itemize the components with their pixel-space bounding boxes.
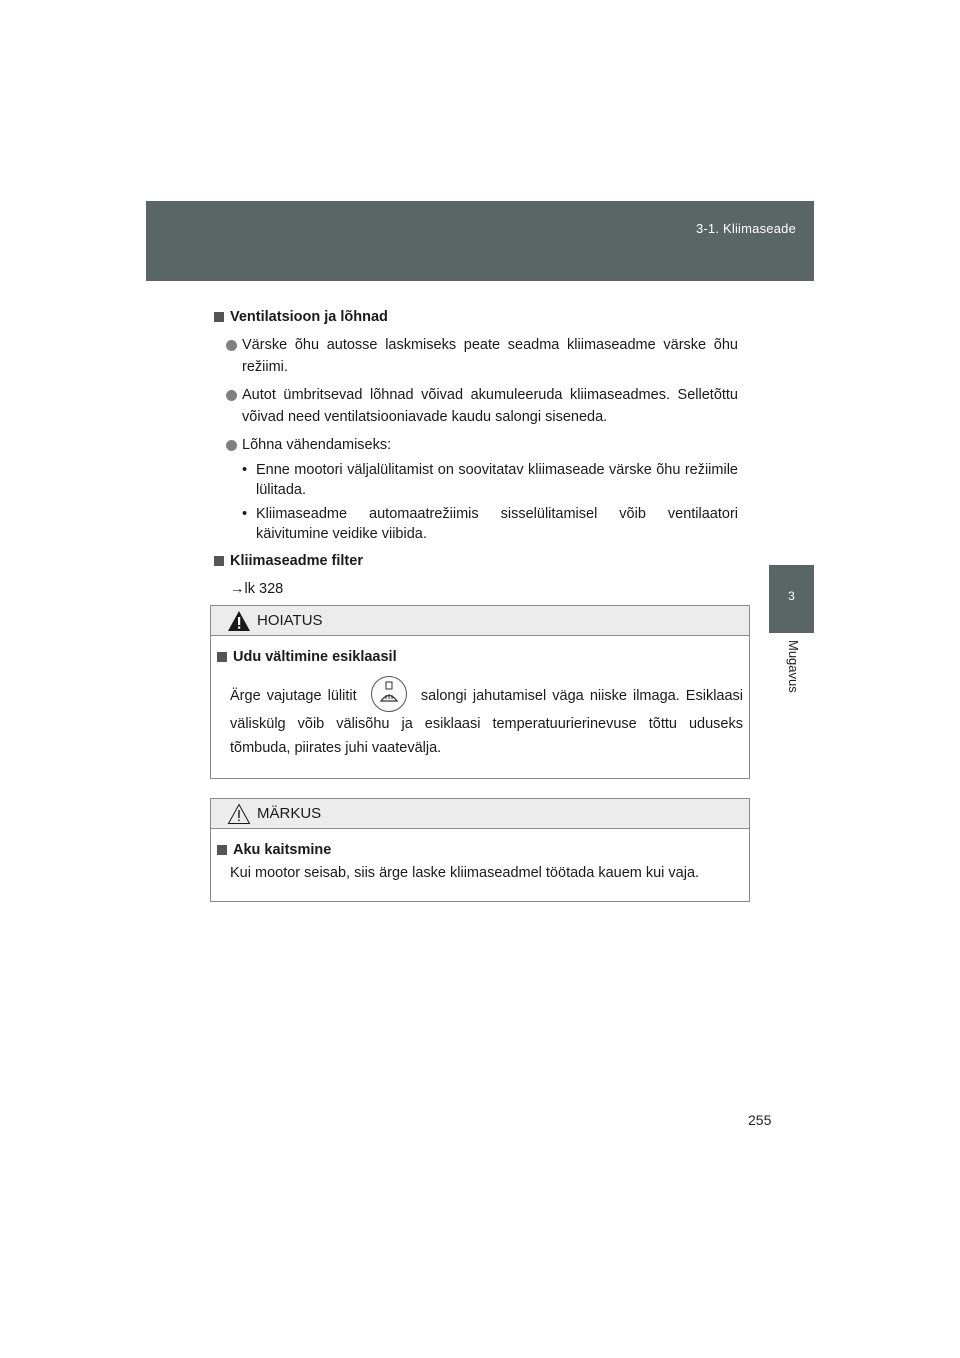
page-number: 255 xyxy=(748,1112,772,1128)
warning-text: Ärge vajutage lülitit salongi jahutamisel väga niiske ilmaga. Esiklaasi väliskülg võib välisõhu ja esiklaasi temperatuurierinevuse tõttu uduseks tõmbuda, piirates juhi vaatevälja. xyxy=(215,680,743,760)
square-bullet-icon xyxy=(214,556,224,566)
list-item: Lõhna vähendamiseks: xyxy=(212,434,738,456)
filter-heading: Kliimaseadme filter xyxy=(212,550,738,572)
windshield-defog-icon xyxy=(371,676,407,712)
page-reference-link[interactable]: →lk 328 xyxy=(230,581,284,597)
chapter-number: 3 xyxy=(788,589,795,603)
dot-bullet-icon: • xyxy=(242,506,248,522)
notice-box xyxy=(210,798,750,902)
notice-body xyxy=(211,829,749,899)
header-band xyxy=(146,201,814,281)
notice-text: Kui mootor seisab, siis ärge laske kliimaseadmel töötada kauem kui vaja. xyxy=(230,865,700,881)
notice-triangle-icon xyxy=(227,803,251,825)
circle-bullet-icon xyxy=(226,440,237,451)
warning-box xyxy=(210,605,750,779)
sub-list-item: • Enne mootori väljalülitamist on soovitatav kliimaseade värske õhu režiimile lülitada. xyxy=(242,462,738,498)
notice-subtitle: Aku kaitsmine xyxy=(215,839,743,861)
notice-header: MÄRKUS xyxy=(211,799,749,829)
main-content xyxy=(212,306,738,600)
warning-subtitle: Udu vältimine esiklaasil xyxy=(215,646,743,668)
list-item: Värske õhu autosse laskmiseks peate seadma kliimaseadme värske õhu režiimi. xyxy=(212,334,738,378)
chapter-tab[interactable] xyxy=(769,565,814,633)
section-label: 3-1. Kliimaseade xyxy=(695,221,796,236)
warning-body xyxy=(211,636,749,774)
warning-header: HOIATUS xyxy=(211,606,749,636)
circle-bullet-icon xyxy=(226,390,237,401)
square-bullet-icon xyxy=(217,652,227,662)
sub-list-item: • Kliimaseadme automaatrežiimis sisselülitamisel võib ventilaatori käivitumine veidike viibida. xyxy=(242,506,738,542)
warning-triangle-icon xyxy=(227,610,251,632)
ventilation-heading: Ventilatsioon ja lõhnad xyxy=(212,306,738,328)
dot-bullet-icon: • xyxy=(242,462,248,478)
list-item: Autot ümbritsevad lõhnad võivad akumuleeruda kliimaseadmes. Selletõttu võivad need ventilatsiooniavade kaudu salongi siseneda. xyxy=(212,384,738,428)
chapter-label: Mugavus xyxy=(786,640,801,693)
square-bullet-icon xyxy=(214,312,224,322)
square-bullet-icon xyxy=(217,845,227,855)
circle-bullet-icon xyxy=(226,340,237,351)
